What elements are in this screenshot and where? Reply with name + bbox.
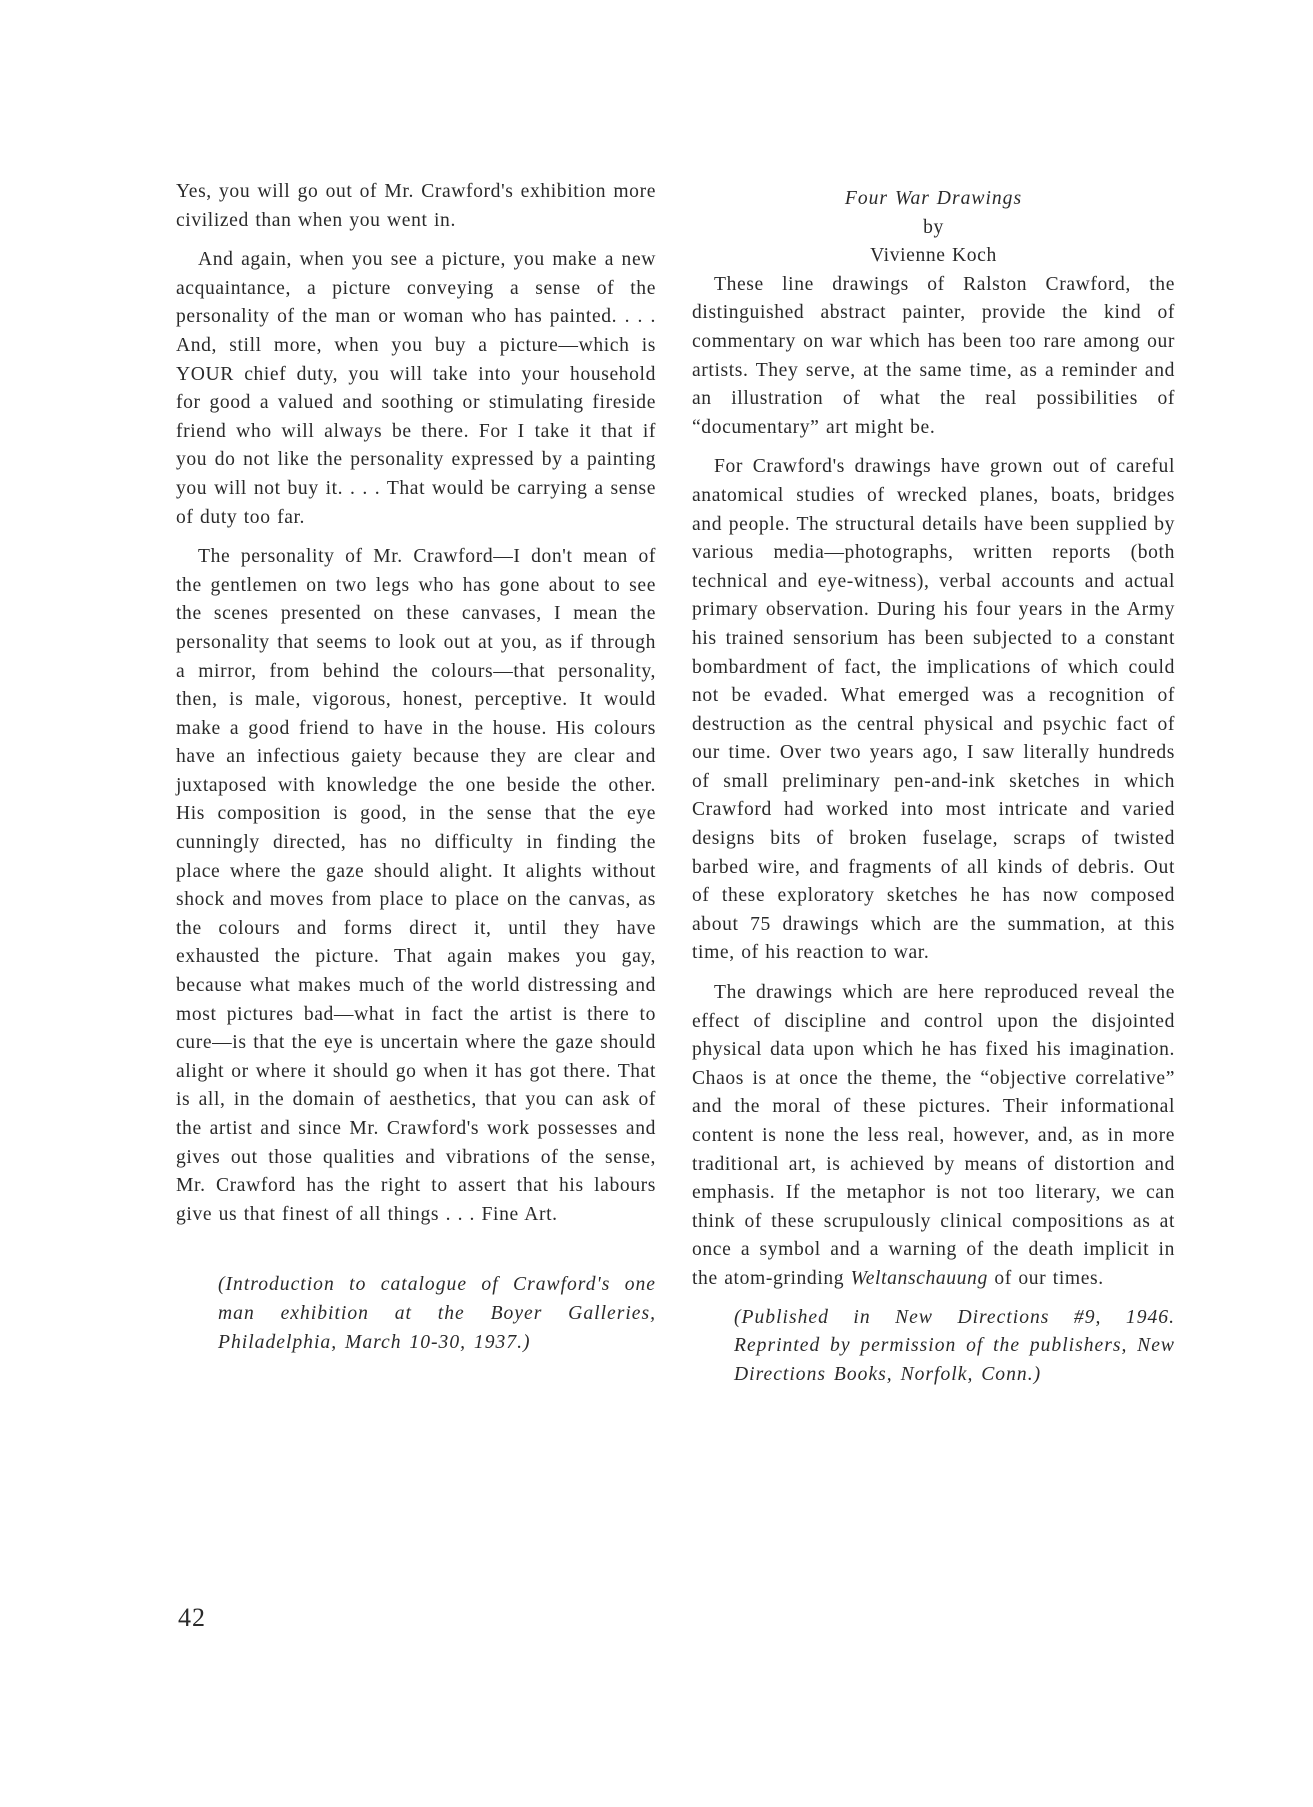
author-name: Vivienne Koch (870, 245, 997, 267)
paragraph: Yes, you will go out of Mr. Crawford's exhibition more civilized than when you went in. (176, 181, 656, 231)
paragraph: And again, when you see a picture, you make a new acquaintance, a picture conveying a sense of the personality of the man or woman who has painted. . . . And, still more, when you buy a picture—which is YOUR chief duty, you will take into your household for good a valued and soothing or stimulating fireside friend who will always be there. For I take it that if you do not like the personality expressed by a painting you will not buy it. . . . That would be carrying a sense of duty too far. (176, 249, 656, 528)
byline-by: by (923, 216, 944, 238)
citation: (Introduction to catalogue of Crawford's one man exhibition at the Boyer Galleries, Philadelphia, March 10-30, 1937.) (218, 1274, 656, 1353)
foreign-term: Weltanschauung (850, 1267, 988, 1289)
left-column (176, 178, 656, 1357)
paragraph: These line drawings of Ralston Crawford, the distinguished abstract painter, provide the kind of commentary on war which has been too rare among our artists. They serve, at the same time, as a reminder and an illustration of what the real possibilities of “documentary” art might be. (692, 273, 1175, 438)
paragraph: The personality of Mr. Crawford—I don't mean of the gentlemen on two legs who has gone about to see the scenes presented on these canvases, I mean the personality that seems to look out at you, as if through a mirror, from behind the colours—that personality, then, is male, vigorous, honest, perceptive. It would make a good friend to have in the house. His colours have an infectious gaiety because they are clear and juxtaposed with knowledge the one beside the other. His composition is good, in the sense that the eye cunningly directed, has no difficulty in finding the place where the gaze should alight. It alights without shock and moves from place to place on the canvas, as the colours and forms direct it, until they have exhausted the picture. That again makes you gay, because what makes much of the world distressing and most pictures bad—what in fact the artist is there to cure—is that the eye is uncertain where the gaze should alight or where it should go when it has got there. That is all, in the domain of aesthetics, that you can ask of the artist and since Mr. Crawford's work possesses and gives out those qualities and vibrations of the sense, Mr. Crawford has the right to assert that his labours give us that finest of all things . . . Fine Art. (176, 546, 656, 1225)
paragraph: For Crawford's drawings have grown out of careful anatomical studies of wrecked planes, boats, bridges and people. The structural details have been supplied by various media—photographs, written reports (both technical and eye-witness), verbal accounts and actual primary observation. During his four years in the Army his trained sensorium has been subjected to a constant bombardment of fact, the implications of which could not be evaded. What emerged was a recognition of destruction as the central physical and psychic fact of our time. Over two years ago, I saw literally hundreds of small preliminary pen-and-ink sketches in which Crawford had worked into most intricate and varied designs bits of broken fuselage, scraps of twisted barbed wire, and fragments of all kinds of debris. Out of these exploratory sketches he has now composed about 75 drawings which are the summation, at this time, of his reaction to war. (692, 456, 1175, 964)
paragraph-text-end: of our times. (987, 1267, 1104, 1289)
article-title: Four War Drawings (844, 188, 1023, 209)
citation: (Published in New Directions #9, 1946. Reprinted by permission of the publishers, New Directions Books, Norfolk, Conn.) (734, 1306, 1175, 1385)
page-number: 42 (178, 1603, 206, 1632)
paragraph-text: The drawings which are here reproduced reveal the effect of discipline and control upon the disjointed physical data upon which he has fixed his imagination. Chaos is at once the theme, the “objective correlative” and the moral of these pictures. Their informational content is none the less real, however, and, as in more traditional art, is achieved by means of distortion and emphasis. If the metaphor is not too literary, we can think of these scrupulously clinical compositions as at once a symbol and a warning of the death implicit in the atom-grinding (692, 982, 1175, 1289)
paragraph (692, 979, 1175, 1294)
right-column (692, 178, 1175, 1389)
